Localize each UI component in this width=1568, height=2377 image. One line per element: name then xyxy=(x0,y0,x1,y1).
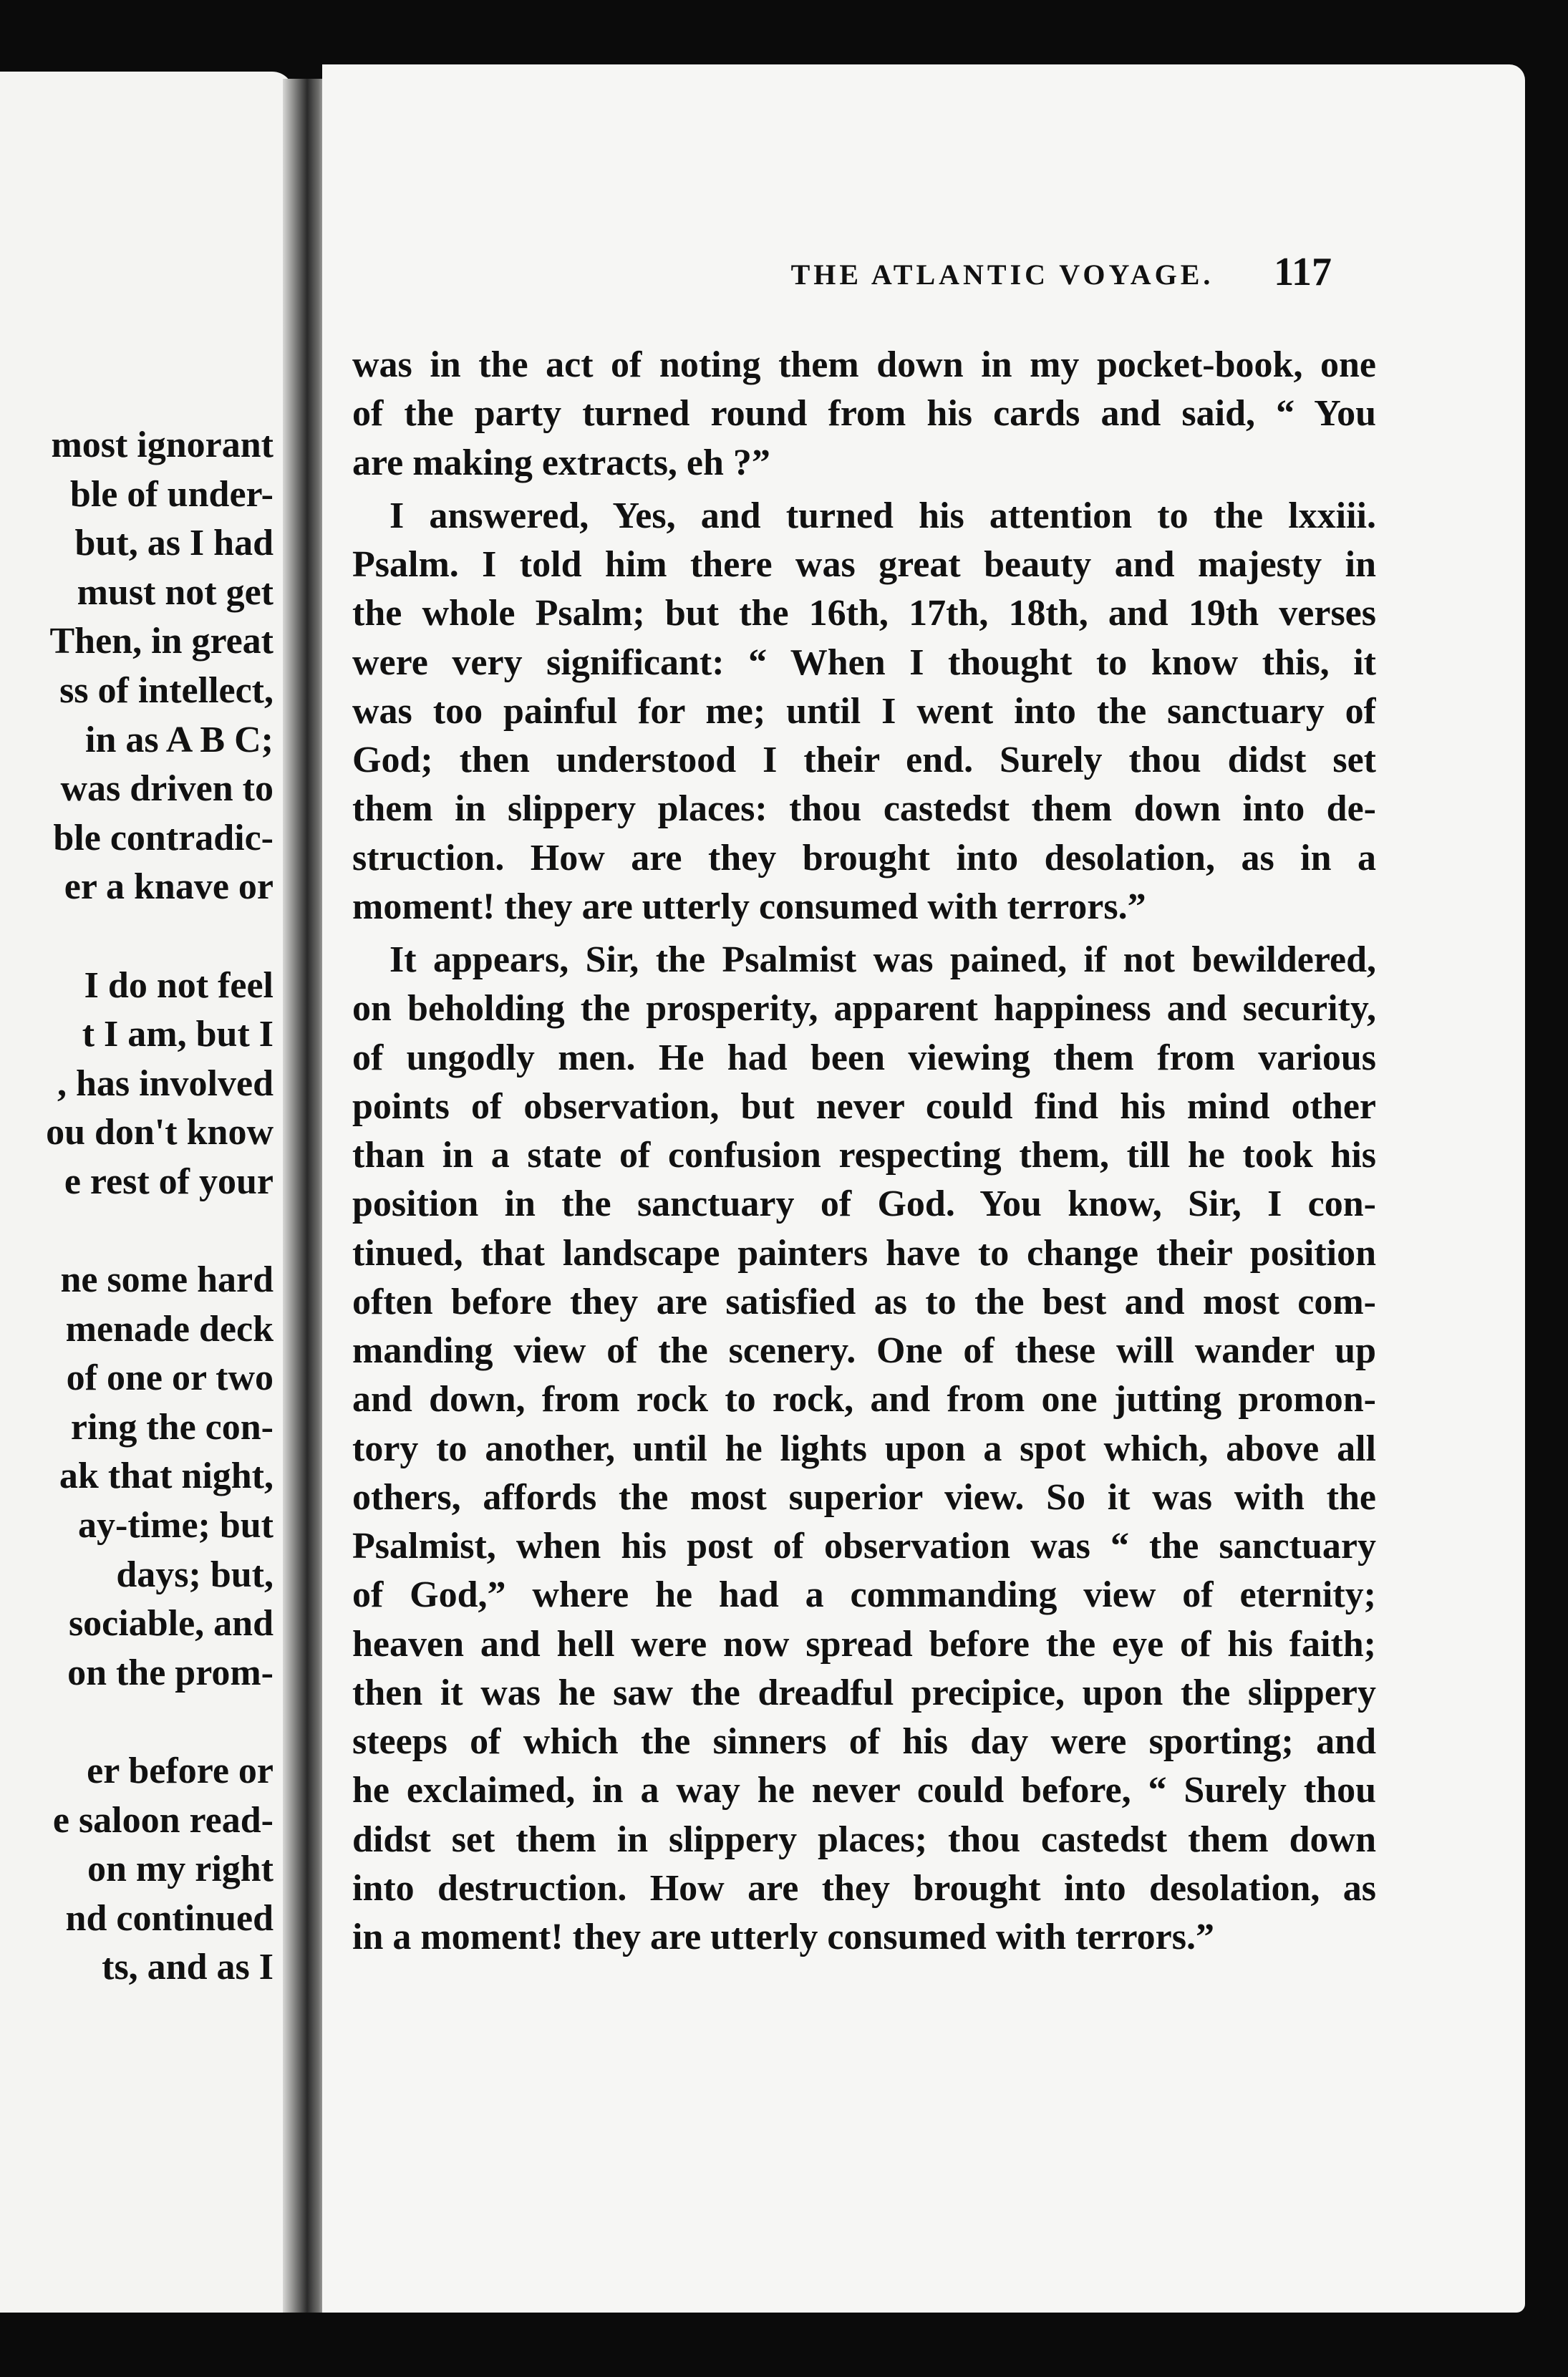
left-text-line: ble contradic- xyxy=(53,817,274,858)
page-number: 117 xyxy=(1274,250,1332,294)
left-text-line: days; but, xyxy=(116,1554,274,1595)
left-text-line: but, as I had xyxy=(74,523,274,564)
left-text-line: was driven to xyxy=(60,768,274,810)
text-line: of God,” where he had a commanding view of eternity; xyxy=(352,1574,1376,1616)
left-text-line: ay-time; but xyxy=(78,1505,274,1546)
text-line: Psalmist, when his post of observation was “ the sanctuary xyxy=(352,1526,1376,1567)
text-line: of the party turned round from his cards and said, “ You xyxy=(352,393,1376,435)
left-text-line: ring the con- xyxy=(70,1406,274,1448)
left-text-line: ou don't know xyxy=(46,1112,274,1153)
text-line: God; then understood I their end. Surely thou didst set xyxy=(352,740,1376,780)
left-text-line xyxy=(46,1207,274,1257)
left-text-line: ts, and as I xyxy=(102,1947,274,1988)
text-line: often before they are satisfied as to the best and most com- xyxy=(352,1281,1376,1322)
text-line: It appears, Sir, the Psalmist was pained, if not bewildered, xyxy=(389,939,1376,980)
text-line: then it was he saw the dreadful precipice, upon the slippery xyxy=(352,1672,1376,1713)
text-line: was too painful for me; until I went into the sanctuary of xyxy=(352,690,1376,732)
left-text-line: in as A B C; xyxy=(85,719,274,760)
text-line: in a moment! they are utterly consumed with terrors.” xyxy=(352,1917,1214,1957)
left-text-line: e rest of your xyxy=(64,1161,274,1202)
text-line: than in a state of confusion respecting them, till he took his xyxy=(352,1135,1376,1176)
left-text-line: menade deck xyxy=(65,1308,274,1350)
text-line: them in slippery places: thou castedst them down into de- xyxy=(352,788,1376,830)
left-text-line: on the prom- xyxy=(67,1652,274,1693)
left-text-line: I do not feel xyxy=(84,964,274,1006)
left-text-line: e saloon read- xyxy=(52,1799,274,1841)
left-text-line: ble of under- xyxy=(69,473,274,515)
left-text-line: sociable, and xyxy=(68,1603,274,1645)
text-line: didst set them in slippery places; thou castedst them down xyxy=(352,1819,1376,1860)
left-text-line: of one or two xyxy=(66,1357,274,1399)
text-line: manding view of the scenery. One of these will wander up xyxy=(352,1330,1376,1371)
running-head: THE ATLANTIC VOYAGE. xyxy=(790,258,1214,291)
book-gutter xyxy=(283,79,327,2313)
text-line: on beholding the prosperity, apparent happiness and security, xyxy=(352,988,1376,1030)
left-text-line: nd continued xyxy=(65,1897,274,1939)
left-page xyxy=(0,72,294,2313)
text-line: he exclaimed, in a way he never could before, “ Surely thou xyxy=(352,1770,1376,1811)
text-line: I answered, Yes, and turned his attention to the lxxiii. xyxy=(389,495,1376,536)
text-line: position in the sanctuary of God. You know, Sir, I con- xyxy=(352,1183,1376,1225)
text-line: Psalm. I told him there was great beauty and majesty in xyxy=(352,544,1376,585)
text-line: of ungodly men. He had been viewing them from various xyxy=(352,1037,1376,1078)
left-text-line: ss of intellect, xyxy=(59,669,274,711)
text-line: others, affords the most superior view. So it was with the xyxy=(352,1476,1376,1518)
left-text-line xyxy=(46,912,274,962)
left-text-line: on my right xyxy=(87,1849,274,1890)
text-line: tory to another, until he lights upon a spot which, above all xyxy=(352,1428,1376,1469)
left-text-line: must not get xyxy=(77,571,274,613)
text-line: were very significant: “ When I thought to know this, it xyxy=(352,642,1376,683)
left-text-line xyxy=(46,1698,274,1747)
left-text-line: most ignorant xyxy=(51,425,274,465)
text-line: steeps of which the sinners of his day were sporting; and xyxy=(352,1721,1376,1762)
text-line: struction. How are they brought into desolation, as in a xyxy=(352,837,1376,878)
text-line: points of observation, but never could find his mind other xyxy=(352,1085,1376,1127)
text-line: heaven and hell were now spread before the eye of his faith; xyxy=(352,1623,1376,1665)
text-line: tinued, that landscape painters have to change their position xyxy=(352,1232,1376,1274)
left-text-line: er before or xyxy=(87,1751,274,1792)
left-text-line: Then, in great xyxy=(49,621,274,662)
body-text xyxy=(352,341,1376,1962)
left-text-line: er a knave or xyxy=(64,866,274,908)
text-line: the whole Psalm; but the 16th, 17th, 18th, and 19th verses xyxy=(352,593,1376,634)
left-page-text xyxy=(46,421,274,1993)
left-text-line: ne some hard xyxy=(60,1259,274,1301)
text-line: was in the act of noting them down in my pocket-book, one xyxy=(352,344,1376,385)
text-line: into destruction. How are they brought into desolation, as xyxy=(352,1867,1376,1909)
text-line: moment! they are utterly consumed with terrors.” xyxy=(352,886,1146,927)
left-text-line: , has involved xyxy=(57,1062,274,1104)
left-text-line: ak that night, xyxy=(59,1456,274,1497)
left-text-line: t I am, but I xyxy=(82,1014,274,1055)
text-line: are making extracts, eh ?” xyxy=(352,442,770,483)
text-line: and down, from rock to rock, and from one jutting promon- xyxy=(352,1379,1376,1420)
right-page xyxy=(322,64,1525,2313)
